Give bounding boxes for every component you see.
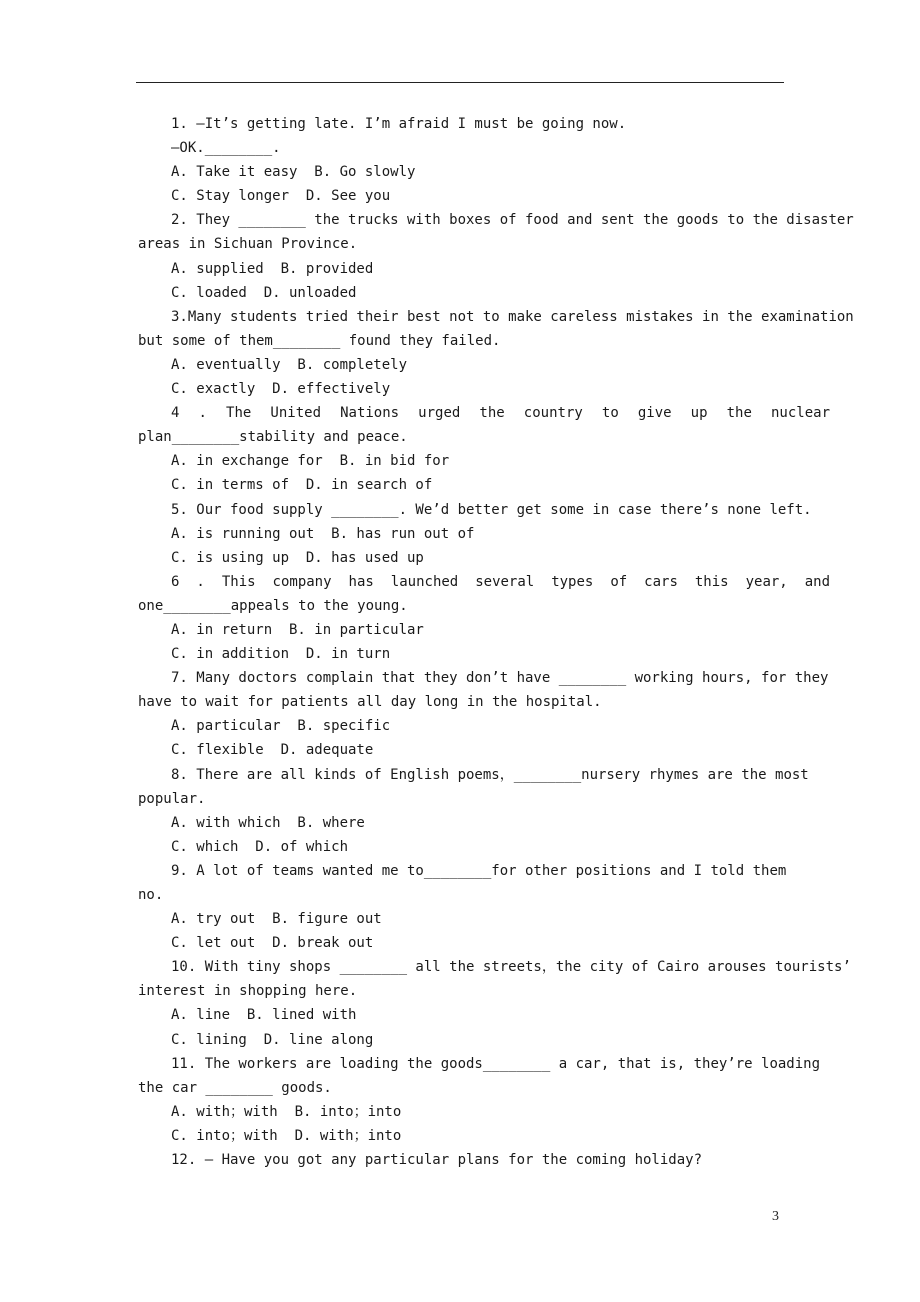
- question-8-stem-cont: popular.: [138, 790, 206, 807]
- question-6-stem-cont: one________appeals to the young.: [138, 597, 408, 614]
- question-5-options-ab: A. is running out B. has run out of: [171, 525, 475, 542]
- question-4-stem-cont: plan________stability and peace.: [138, 429, 408, 446]
- question-9-stem-cont: no.: [138, 887, 164, 903]
- question-10-stem-cont: interest in shopping here.: [138, 983, 358, 1000]
- question-9-stem: 9. A lot of teams wanted me to________for other positions and I told them: [171, 862, 787, 879]
- question-7-stem-cont: have to wait for patients all day long in the hospital.: [138, 694, 602, 711]
- question-7-options-ab: A. particular B. specific: [171, 718, 391, 735]
- question-8-stem: 8. There are all kinds of English poems，________nursery rhymes are the most: [171, 766, 809, 783]
- question-11-options-ab: A. with；with B. into；into: [171, 1103, 402, 1120]
- question-2-options-ab: A. supplied B. provided: [171, 260, 374, 277]
- question-7-options-cd: C. flexible D. adequate: [171, 742, 374, 759]
- question-1-stem: 1. —It’s getting late. I’m afraid I must be going now.: [171, 116, 627, 132]
- question-4-options-ab: A. in exchange for B. in bid for: [171, 453, 450, 470]
- question-4-options-cd: C. in terms of D. in search of: [171, 477, 433, 494]
- question-9-options-ab: A. try out B. figure out: [171, 911, 382, 928]
- question-3-stem-cont: but some of them________ found they failed.: [138, 332, 501, 349]
- page-number: 3: [772, 1209, 779, 1224]
- question-10-options-ab: A. line B. lined with: [171, 1007, 357, 1024]
- question-1-dialogue: —OK.________.: [171, 140, 281, 157]
- question-6-options-cd: C. in addition D. in turn: [171, 646, 391, 663]
- question-1-options-cd: C. Stay longer D. See you: [171, 188, 391, 205]
- header-rule: [136, 82, 784, 83]
- question-10-stem: 10. With tiny shops ________ all the streets，the city of Cairo arouses tourists’: [171, 959, 851, 976]
- question-3-options-ab: A. eventually B. completely: [171, 356, 408, 373]
- question-2-options-cd: C. loaded D. unloaded: [171, 284, 357, 301]
- question-6-options-ab: A. in return B. in particular: [171, 621, 424, 638]
- question-12-stem: 12. — Have you got any particular plans for the coming holiday?: [171, 1152, 703, 1169]
- question-5-stem: 5. Our food supply ________. We’d better get some in case there’s none left.: [171, 501, 812, 518]
- question-1-options-ab: A. Take it easy B. Go slowly: [171, 164, 416, 181]
- question-8-options-ab: A. with which B. where: [171, 814, 365, 831]
- question-4-stem: 4 . The United Nations urged the country to give up the nuclear: [171, 405, 830, 422]
- question-10-options-cd: C. lining D. line along: [171, 1031, 374, 1048]
- question-7-stem: 7. Many doctors complain that they don’t have ________ working hours, for they: [171, 670, 829, 687]
- question-11-stem: 11. The workers are loading the goods________ a car, that is, they’re loading: [171, 1055, 821, 1072]
- question-2-stem-cont: areas in Sichuan Province.: [138, 236, 358, 253]
- question-6-stem: 6 . This company has launched several types of cars this year, and: [171, 573, 830, 590]
- question-3-stem: 3.Many students tried their best not to make careless mistakes in the examination: [171, 308, 854, 325]
- question-11-stem-cont: the car ________ goods.: [138, 1079, 332, 1096]
- question-9-options-cd: C. let out D. break out: [171, 935, 374, 952]
- question-11-options-cd: C. into；with D. with；into: [171, 1127, 402, 1144]
- question-8-options-cd: C. which D. of which: [171, 838, 349, 855]
- question-5-options-cd: C. is using up D. has used up: [171, 549, 424, 566]
- question-3-options-cd: C. exactly D. effectively: [171, 381, 391, 398]
- question-2-stem: 2. They ________ the trucks with boxes of food and sent the goods to the disaster: [171, 212, 854, 229]
- question-list: [138, 112, 854, 1172]
